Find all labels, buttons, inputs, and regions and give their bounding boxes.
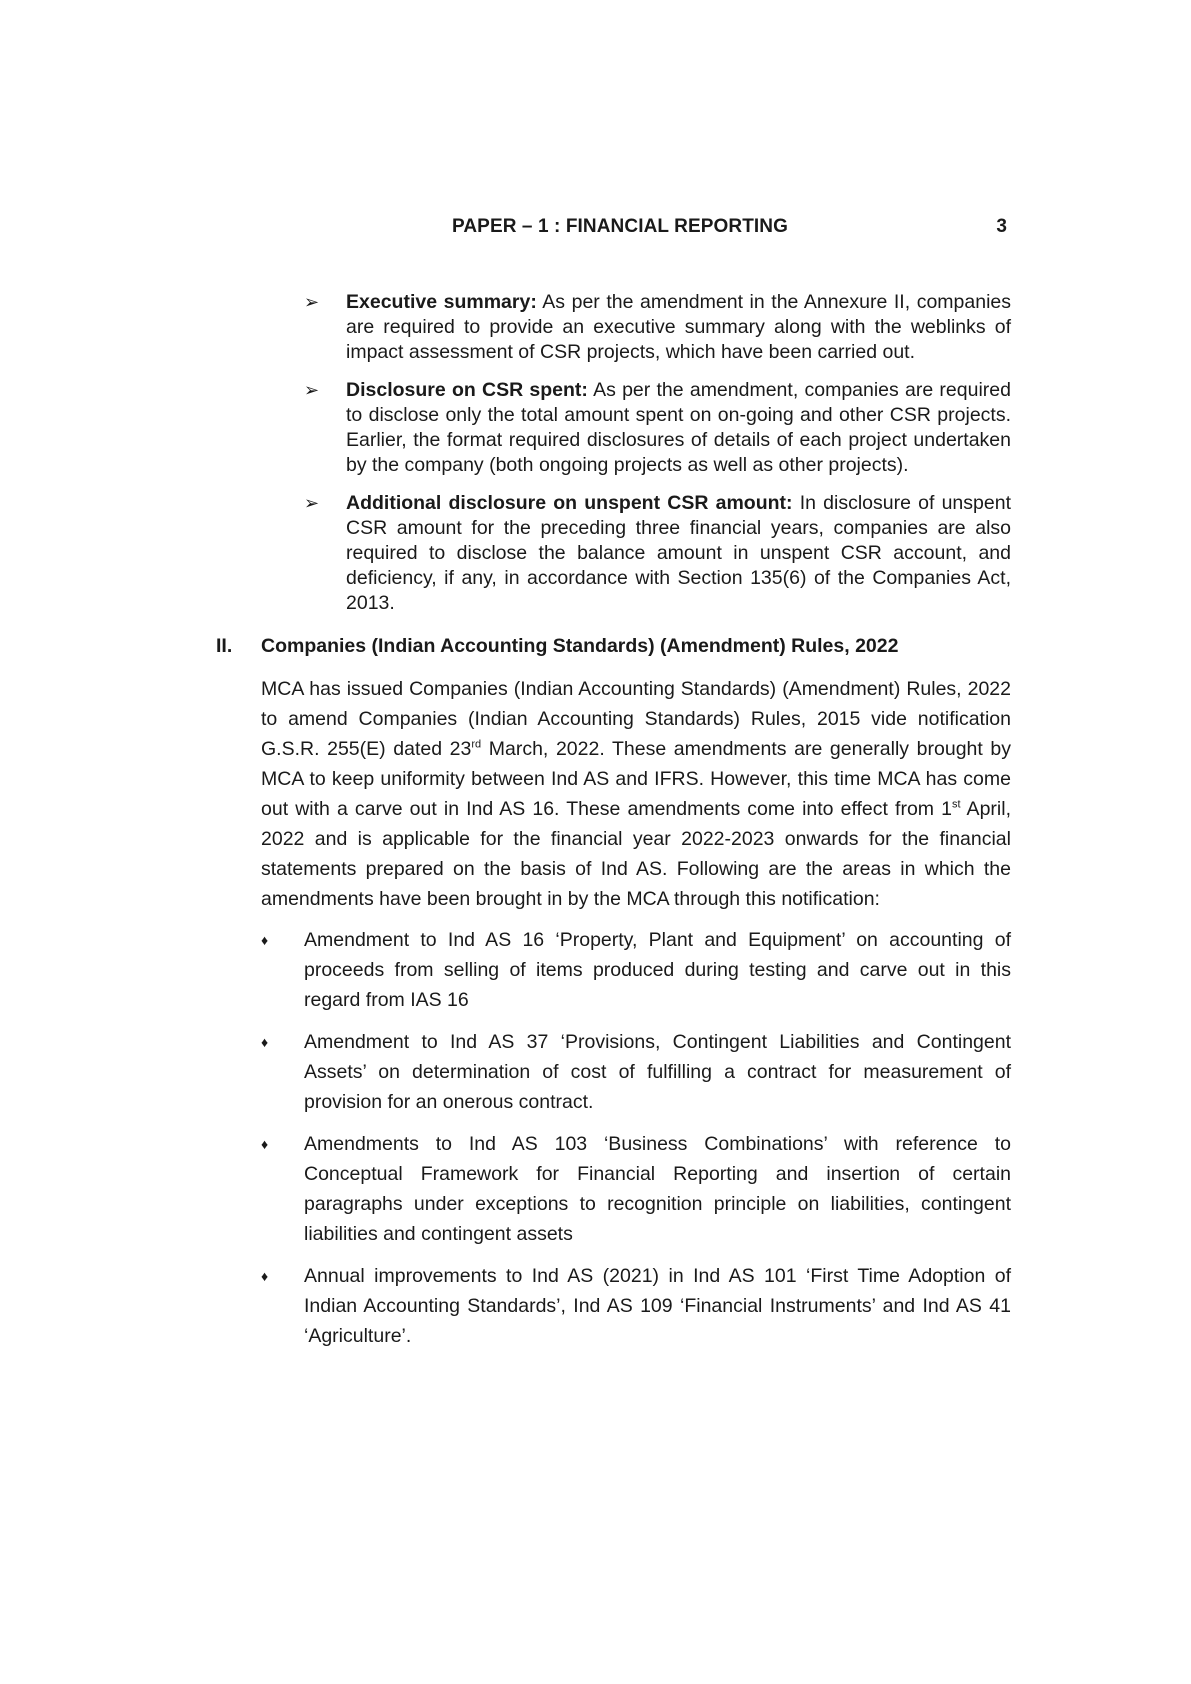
section-heading <box>216 635 1016 658</box>
list-item <box>261 1027 1011 1117</box>
list-item <box>261 925 1011 1015</box>
arrow-bullet-icon: ➢ <box>304 380 320 400</box>
section-number: II. <box>216 635 233 657</box>
item-text: Annual improvements to Ind AS (2021) in Ind AS 101 ‘First Time Adoption of Indian Accounting Standards’, Ind AS 109 ‘Financial Instruments’ and Ind AS 41 ‘Agriculture’. <box>304 1265 1011 1347</box>
list-item <box>261 1129 1011 1249</box>
arrow-bullet-icon: ➢ <box>304 292 320 312</box>
section-title: Companies (Indian Accounting Standards) (Amendment) Rules, 2022 <box>261 635 899 657</box>
diamond-bullet-icon: ♦ <box>261 932 269 948</box>
intro-text-part: March, 2022. These amendments are generally brought by MCA to keep uniformity between Ind AS and IFRS. However, this time MCA has come out with a carve out in Ind AS 16. These amendments come into effect from 1 <box>261 738 1012 820</box>
item-text: As per the amendment in the Annexure II, companies are required to provide an executive summary along with the weblinks of impact assessment of CSR projects, which have been carried out. <box>346 291 1011 363</box>
ordinal-suffix: st <box>951 798 961 811</box>
item-text: As per the amendment, companies are required to disclose only the total amount spent on on-going and other CSR projects. Earlier, the format required disclosures of details of each project undertaken by the company (both ongoing projects as well as other projects). <box>346 379 1011 476</box>
intro-text-part: MCA has issued Companies (Indian Accounting Standards) (Amendment) Rules, 2022 to amend Companies (Indian Accounting Standards) Rules, 2015 vide notification G.S.R. 255(E) dated 23 <box>261 678 1011 760</box>
list-item <box>261 1261 1011 1351</box>
arrow-bullet-icon: ➢ <box>304 493 320 513</box>
intro-paragraph <box>261 674 1011 914</box>
list-item <box>304 378 1011 478</box>
diamond-bullet-icon: ♦ <box>261 1034 269 1050</box>
item-label: Executive summary: <box>346 291 537 313</box>
item-text: Amendments to Ind AS 103 ‘Business Combinations’ with reference to Conceptual Framework for Financial Reporting and insertion of certain paragraphs under exceptions to recognition principle on liabilities, contingent liabilities and contingent assets <box>304 1133 1011 1245</box>
list-item <box>304 491 1011 616</box>
item-label: Disclosure on CSR spent: <box>346 379 588 401</box>
page-number: 3 <box>996 216 1007 237</box>
intro-text-part: April, 2022 and is applicable for the financial year 2022-2023 onwards for the financial statements prepared on the basis of Ind AS. Following are the areas in which the amendments have been brought in by the MCA through this notification: <box>261 798 1011 910</box>
item-text: In disclosure of unspent CSR amount for the preceding three financial years, companies are also required to disclose the balance amount in unspent CSR account, and deficiency, if any, in accordance with Section 135(6) of the Companies Act, 2013. <box>346 492 1011 614</box>
header-title: PAPER – 1 : FINANCIAL REPORTING <box>452 216 788 237</box>
ordinal-suffix: rd <box>471 738 482 751</box>
diamond-bullet-icon: ♦ <box>261 1136 269 1152</box>
csr-amendment-list <box>304 290 1011 629</box>
amendment-areas-list <box>261 925 1011 1363</box>
item-text: Amendment to Ind AS 37 ‘Provisions, Contingent Liabilities and Contingent Assets’ on determination of cost of fulfilling a contract for measurement of provision for an onerous contract. <box>304 1031 1011 1113</box>
item-label: Additional disclosure on unspent CSR amount: <box>346 492 793 514</box>
list-item <box>304 290 1011 365</box>
page-header <box>0 216 1191 246</box>
item-text: Amendment to Ind AS 16 ‘Property, Plant and Equipment’ on accounting of proceeds from selling of items produced during testing and carve out in this regard from IAS 16 <box>304 929 1011 1011</box>
diamond-bullet-icon: ♦ <box>261 1268 269 1284</box>
